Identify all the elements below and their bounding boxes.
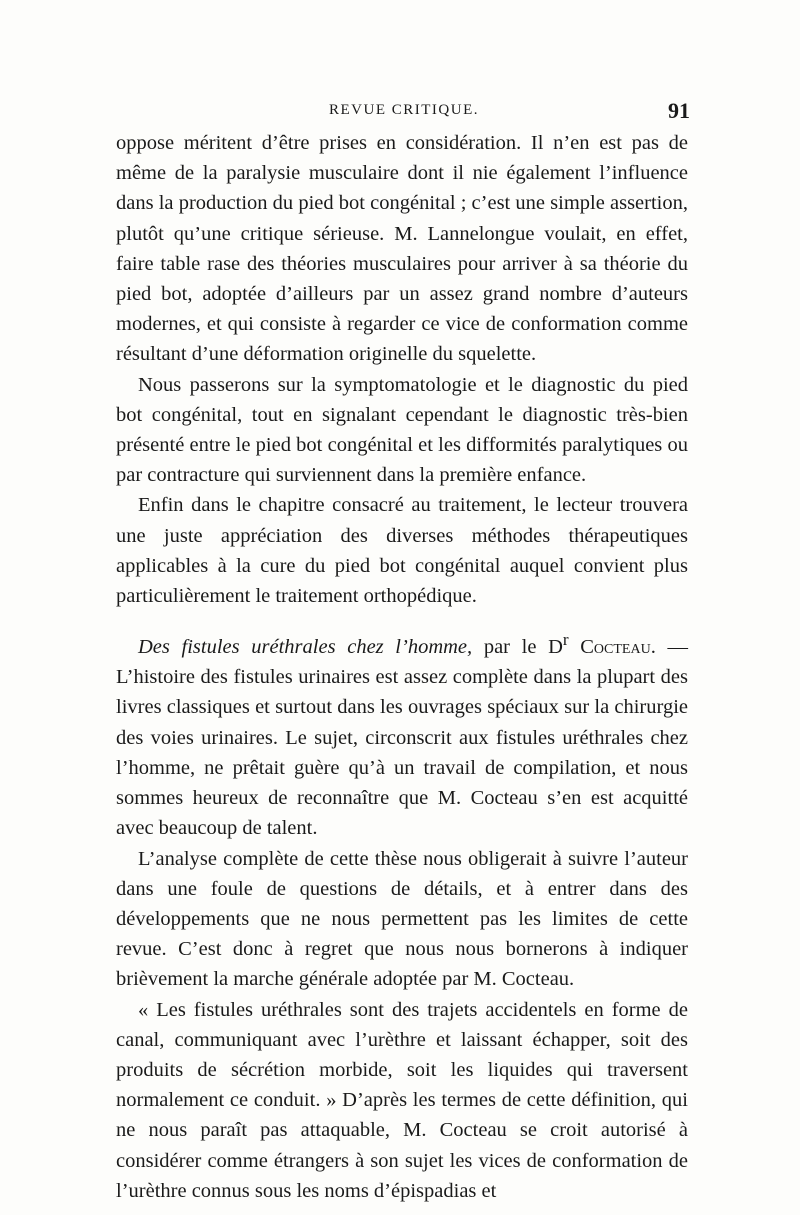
paragraph-analysis: L’analyse complète de cette thèse nous obligerait à suivre l’auteur dans une foule de questions de détails, et à entrer dans des développements que ne nous permettent pas les limites de cette revue. C’est donc à regret que nous nous bornerons à indiquer brièvement la marche générale adoptée par M. Cocteau.: [116, 847, 688, 991]
page-number: 91: [668, 98, 690, 123]
doctor-abbrev-sup: r: [562, 630, 569, 650]
paragraph-fistules-review: [116, 625, 688, 843]
paragraph-treatment: Enfin dans le chapitre consacré au traitement, le lecteur trouvera une juste appréciation des diverses méthodes thérapeutiques applicables à la cure du pied bot congénital auquel convient plus particulièrement le traitement orthopédique.: [116, 494, 688, 608]
running-title: REVUE CRITIQUE.: [329, 102, 479, 118]
paragraph-definition: « Les fistules uréthrales sont des trajets accidentels en forme de canal, communiquant avec l’urèthre et laissant échapper, soit des produits de sécrétion morbide, soit les liquides qui traversent normalement ce conduit. » D’après les termes de cette définition, qui ne nous paraît pas attaquable, M. Cocteau se croit autorisé à considérer comme étrangers à son sujet les vices de conformation de l’urèthre connus sous les noms d’épispadias et: [116, 998, 688, 1202]
article-author: Cocteau.: [568, 636, 656, 659]
paragraph-symptomatology: Nous passerons sur la symptomatologie et le diagnostic du pied bot congénital, tout en signalant cependant le diagnostic très-bien présenté entre le pied bot congénital et les difformités paralytiques ou par contracture qui surviennent dans la première enfance.: [116, 373, 688, 487]
article-title: Des fistules uréthrales chez l’homme,: [138, 636, 473, 659]
article-review-text: — L’histoire des fistules urinaires est assez complète dans la plupart des livres classiques et surtout dans les ouvrages spéciaux sur la chirurgie des voies urinaires. Le sujet, circonscrit aux fistules uréthrales chez l’homme, ne prêtait guère qu’à un travail de compilation, et nous sommes heureux de reconnaître que M. Cocteau s’en est acquitté avec beaucoup de talent.: [116, 636, 688, 840]
body-text: [116, 128, 688, 1206]
running-head: [118, 98, 690, 122]
article-byline: par le D: [472, 636, 563, 659]
paragraph-continuation: oppose méritent d’être prises en considération. Il n’en est pas de même de la paralysie musculaire dont il nie également l’influence dans la production du pied bot congénital ; c’est une simple assertion, plutôt qu’une critique sérieuse. M. Lannelongue voulait, en effet, faire table rase des théories musculaires pour arriver à sa théorie du pied bot, adoptée d’ailleurs par un assez grand nombre d’auteurs modernes, et qui consiste à regarder ce vice de conformation comme résultant d’une déformation originelle du squelette.: [116, 132, 688, 366]
